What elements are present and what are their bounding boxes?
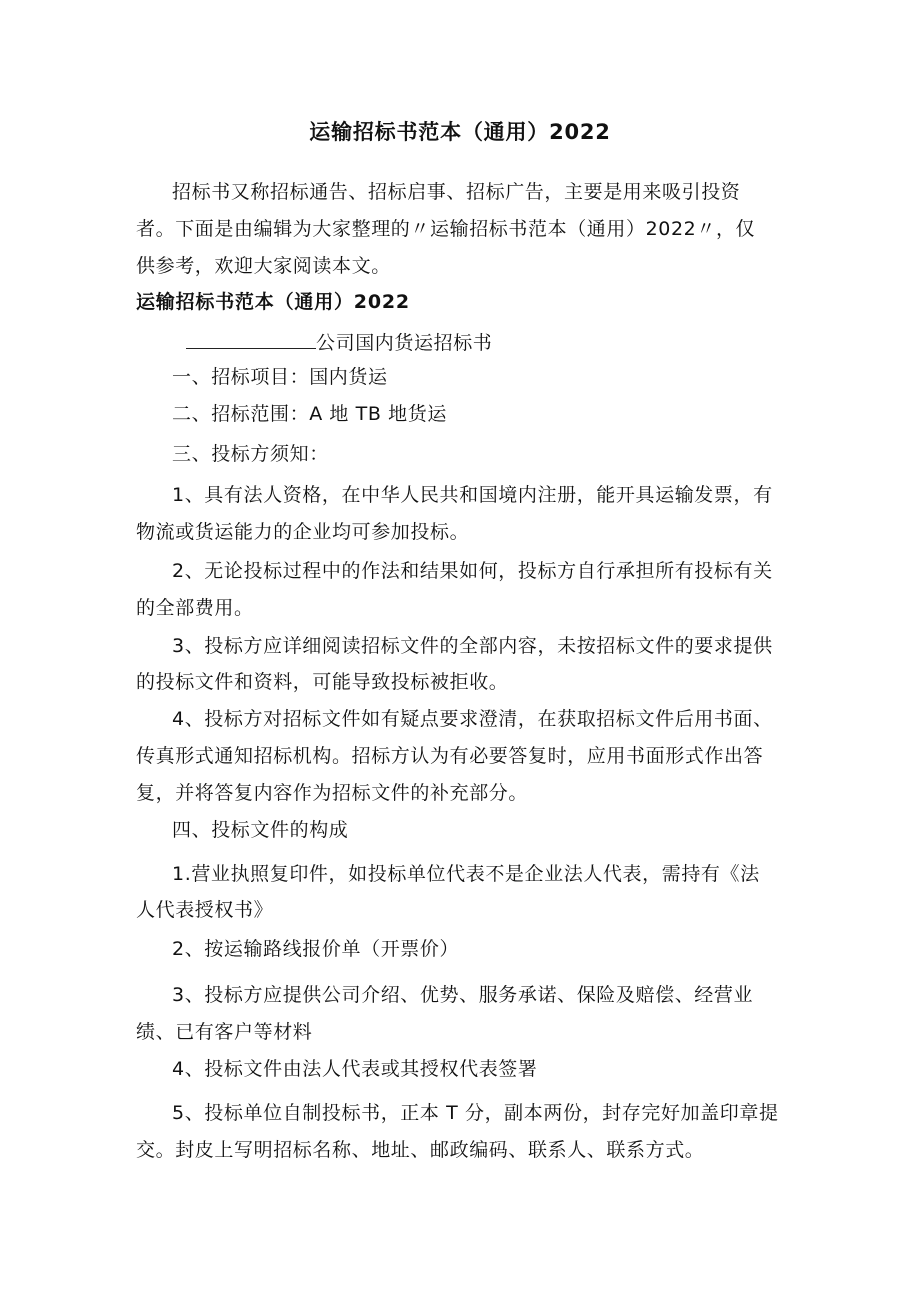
material-5-line-1: 5、投标单位自制投标书，正本 T 分，副本两份，封存完好加盖印章提 bbox=[172, 1102, 779, 1124]
company-line-text: 公司国内货运招标书 bbox=[316, 332, 493, 354]
item-4: 四、投标文件的构成 bbox=[172, 819, 349, 841]
item-3: 三、投标方须知： bbox=[172, 443, 329, 465]
item-1: 一、招标项目：国内货运 bbox=[172, 366, 388, 388]
notice-4-line-2: 传真形式通知招标机构。招标方认为有必要答复时，应用书面形式作出答 bbox=[136, 745, 764, 767]
material-1-line-2: 人代表授权书》 bbox=[136, 899, 274, 921]
notice-1-line-2: 物流或货运能力的企业均可参加投标。 bbox=[136, 521, 470, 543]
section-heading: 运输招标书范本（通用）2022 bbox=[136, 291, 410, 313]
item-2: 二、招标范围：A 地 TB 地货运 bbox=[172, 403, 447, 425]
notice-2-line-2: 的全部费用。 bbox=[136, 597, 254, 619]
intro-line-2: 者。下面是由编辑为大家整理的〃运输招标书范本（通用）2022〃，仅 bbox=[136, 218, 756, 240]
intro-line-1: 招标书又称招标通告、招标启事、招标广告，主要是用来吸引投资 bbox=[172, 181, 741, 203]
material-3-line-1: 3、投标方应提供公司介绍、优势、服务承诺、保险及赔偿、经营业 bbox=[172, 984, 754, 1006]
material-1-line-1: 1.营业执照复印件，如投标单位代表不是企业法人代表，需持有《法 bbox=[172, 863, 760, 885]
company-line bbox=[186, 328, 492, 355]
material-5-line-2: 交。封皮上写明招标名称、地址、邮政编码、联系人、联系方式。 bbox=[136, 1139, 705, 1161]
notice-3-line-2: 的投标文件和资料，可能导致投标被拒收。 bbox=[136, 671, 509, 693]
notice-4-line-1: 4、投标方对招标文件如有疑点要求澄清，在获取招标文件后用书面、 bbox=[172, 708, 773, 730]
blank-underline bbox=[186, 328, 316, 349]
notice-4-line-3: 复，并将答复内容作为招标文件的补充部分。 bbox=[136, 782, 529, 804]
notice-3-line-1: 3、投标方应详细阅读招标文件的全部内容，未按招标文件的要求提供 bbox=[172, 635, 773, 657]
intro-line-3: 供参考，欢迎大家阅读本文。 bbox=[136, 255, 391, 277]
document-title: 运输招标书范本（通用）2022 bbox=[309, 120, 611, 144]
notice-1-line-1: 1、具有法人资格，在中华人民共和国境内注册，能开具运输发票，有 bbox=[172, 484, 773, 506]
material-4: 4、投标文件由法人代表或其授权代表签署 bbox=[172, 1058, 538, 1080]
material-3-line-2: 绩、已有客户等材料 bbox=[136, 1021, 313, 1043]
material-2: 2、按运输路线报价单（开票价） bbox=[172, 938, 460, 960]
notice-2-line-1: 2、无论投标过程中的作法和结果如何，投标方自行承担所有投标有关 bbox=[172, 560, 773, 582]
